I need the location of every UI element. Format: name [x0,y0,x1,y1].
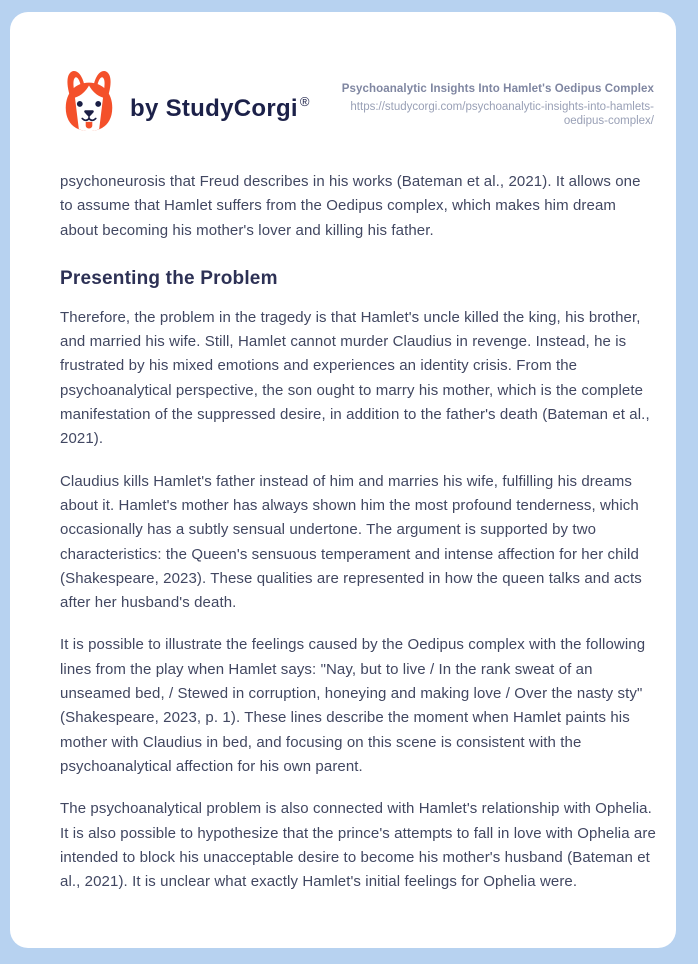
document-meta [310,68,654,128]
document-header [10,12,676,134]
document-title: Psychoanalytic Insights Into Hamlet's Oedipus Complex [341,83,654,95]
registered-trademark-symbol: ® [299,93,310,109]
intro-paragraph: psychoneurosis that Freud describes in his works (Bateman et al., 2021). It allows one to assume that Hamlet suffers from the Oedipus complex, which makes him dream about becoming his mother's lover and killing his father. [60,173,641,239]
brand-name [130,94,310,123]
section-heading: Presenting the Problem [60,267,278,289]
document-card [10,12,676,948]
article-body [10,134,676,894]
studycorgi-logo [58,68,310,134]
paragraph: Therefore, the problem in the tragedy is that Hamlet's uncle killed the king, his brother, and married his wife. Still, Hamlet cannot murder Claudius in revenge. Instead, he is frustrated by his mixed emotions and experiences an identity crisis. From the psychoanalytical perspective, the son ought to marry his mother, which is the complete manifestation of the suppressed desire, in addition to the father's death (Bateman et al., 2021). [60,308,650,448]
corgi-face-icon [58,68,120,134]
paragraph: Claudius kills Hamlet's father instead of him and marries his wife, fulfilling his dreams about it. Hamlet's mother has always shown him the most profound tenderness, which occasionally has a subtly sensual undertone. The argument is supported by two characteristics: the Queen's sensuous temperament and intense affection for her child (Shakespeare, 2023). These qualities are represented in how the queen talks and acts after her husband's death. [60,472,642,612]
document-url-link[interactable]: https://studycorgi.com/psychoanalytic-insights-into-hamlets-oedipus-complex/ [350,101,654,127]
paragraph: The psychoanalytical problem is also connected with Hamlet's relationship with Ophelia. It is also possible to hypothesize that the prince's attempts to fall in love with Ophelia are intended to block his unacceptable desire to become his mother's husband (Bateman et al., 2021). It is unclear what exactly Hamlet's initial feelings for Ophelia were. [60,800,656,891]
brand-name-text: by StudyCorgi [130,94,298,122]
paragraph: It is possible to illustrate the feelings caused by the Oedipus complex with the following lines from the play when Hamlet says: "Nay, but to live / In the rank sweat of an unseamed bed, / Stewed in corruption, honeying and making love / Over the nasty sty" (Shakespeare, 2023, p. 1). These lines describe the moment when Hamlet paints his mother with Claudius in bed, and focusing on this scene is consistent with the psychoanalytical affection for his own parent. [60,636,646,775]
